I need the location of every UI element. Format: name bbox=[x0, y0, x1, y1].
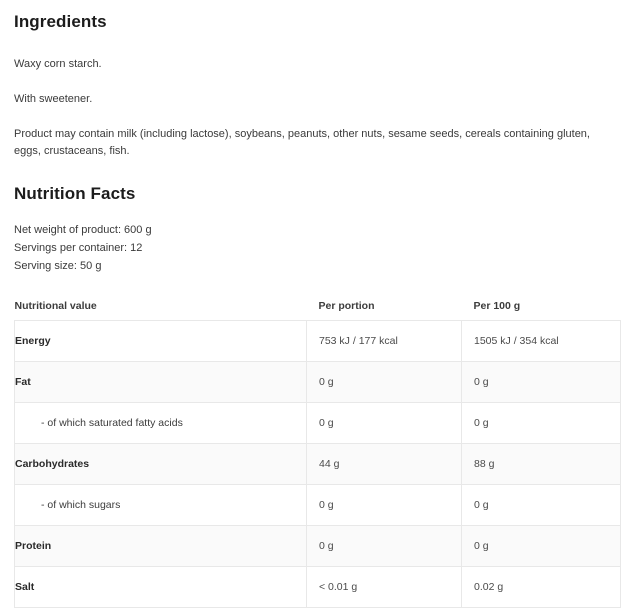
row-per-100g: 0 g bbox=[462, 361, 621, 402]
row-per-100g: 0 g bbox=[462, 484, 621, 525]
table-row bbox=[15, 484, 621, 525]
table-row bbox=[15, 320, 621, 361]
row-label: - of which saturated fatty acids bbox=[15, 402, 307, 443]
row-per-portion: 0 g bbox=[307, 484, 462, 525]
row-label: Carbohydrates bbox=[15, 443, 307, 484]
nutrition-table-head bbox=[15, 292, 621, 321]
header-per-100g: Per 100 g bbox=[473, 299, 521, 312]
servings-per-container-line: Servings per container: 12 bbox=[14, 242, 143, 254]
nutrition-facts-heading: Nutrition Facts bbox=[14, 184, 136, 204]
net-weight-line: Net weight of product: 600 g bbox=[14, 224, 152, 237]
allergen-paragraph: Product may contain milk (including lactose), soybeans, peanuts, other nuts, sesame seeds, cereals containing gluten, eggs, crustaceans, fish. bbox=[14, 128, 590, 158]
row-label: Energy bbox=[15, 320, 307, 361]
table-header-row bbox=[15, 292, 621, 321]
nutrition-table bbox=[14, 292, 621, 608]
ingredients-paragraph-1: Waxy corn starch. bbox=[14, 58, 102, 70]
row-label: - of which sugars bbox=[15, 484, 307, 525]
nutrition-table-body bbox=[15, 320, 621, 607]
header-per-portion: Per portion bbox=[318, 299, 375, 312]
row-per-100g: 1505 kJ / 354 kcal bbox=[462, 320, 621, 361]
ingredients-heading: Ingredients bbox=[14, 12, 107, 31]
table-row bbox=[15, 402, 621, 443]
table-row bbox=[15, 443, 621, 484]
nutrition-meta bbox=[14, 222, 620, 275]
table-row bbox=[15, 525, 621, 566]
serving-size-line: Serving size: 50 g bbox=[14, 259, 102, 272]
row-per-100g: 0 g bbox=[462, 402, 621, 443]
row-per-portion: 753 kJ / 177 kcal bbox=[307, 320, 462, 361]
row-label: Fat bbox=[15, 361, 307, 402]
row-per-portion: 0 g bbox=[307, 525, 462, 566]
row-per-100g: 0 g bbox=[462, 525, 621, 566]
row-per-portion: 0 g bbox=[307, 361, 462, 402]
row-label: Protein bbox=[15, 525, 307, 566]
row-per-portion: < 0.01 g bbox=[307, 566, 462, 607]
row-per-portion: 0 g bbox=[307, 402, 462, 443]
row-label: Salt bbox=[15, 566, 307, 607]
row-per-100g: 0.02 g bbox=[462, 566, 621, 607]
header-nutritional-value: Nutritional value bbox=[14, 299, 97, 312]
row-per-100g: 88 g bbox=[462, 443, 621, 484]
table-row bbox=[15, 361, 621, 402]
table-row bbox=[15, 566, 621, 607]
ingredients-paragraph-2: With sweetener. bbox=[14, 93, 93, 106]
row-per-portion: 44 g bbox=[307, 443, 462, 484]
